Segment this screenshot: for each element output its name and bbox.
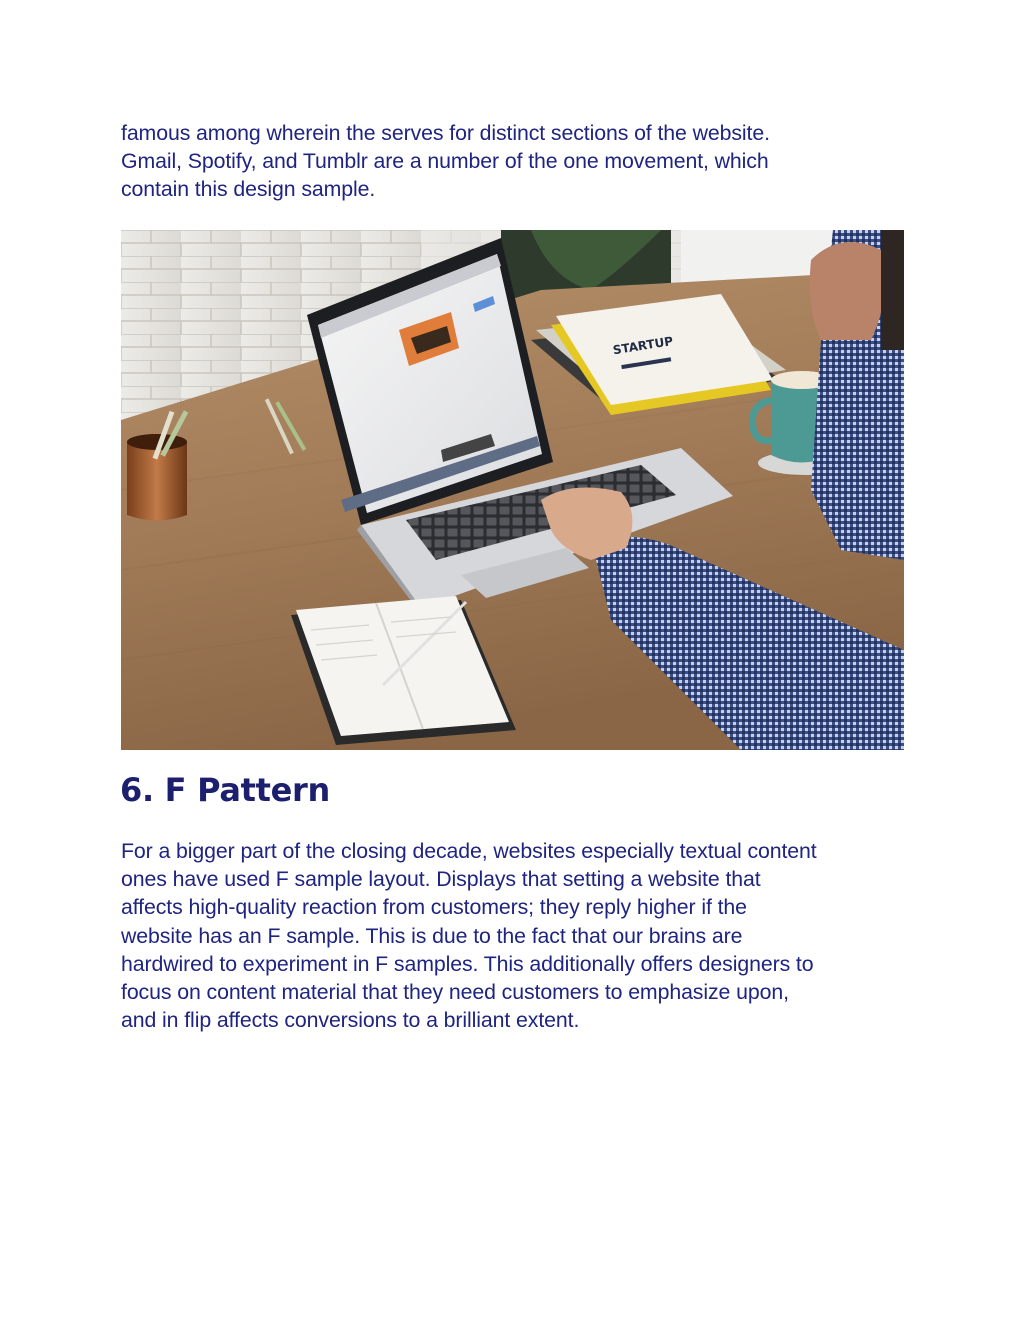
intro-line: famous among wherein the serves for distinct sections of the website. [121,121,770,145]
body-line: and in flip affects conversions to a brilliant extent. [121,1008,580,1033]
body-line: website has an F sample. This is due to the fact that our brains are [121,923,743,948]
body-line: hardwired to experiment in F samples. This additionally offers designers to [121,951,814,976]
body-paragraph [121,837,911,1034]
body-line: ones have used F sample layout. Displays that setting a website that [121,867,761,892]
laptop-desk-photo [121,230,904,750]
section-heading: 6. F Pattern [120,771,331,809]
body-line: affects high-quality reaction from customers; they reply higher if the [121,895,747,920]
intro-line: Gmail, Spotify, and Tumblr are a number of the one movement, which [121,149,769,174]
intro-paragraph [121,119,911,204]
book-cover-text: STARTUP [611,334,674,358]
body-line: focus on content material that they need customers to emphasize upon, [121,980,789,1005]
body-line: For a bigger part of the closing decade, websites especially textual content [121,839,817,863]
intro-line: contain this design sample. [121,177,376,202]
